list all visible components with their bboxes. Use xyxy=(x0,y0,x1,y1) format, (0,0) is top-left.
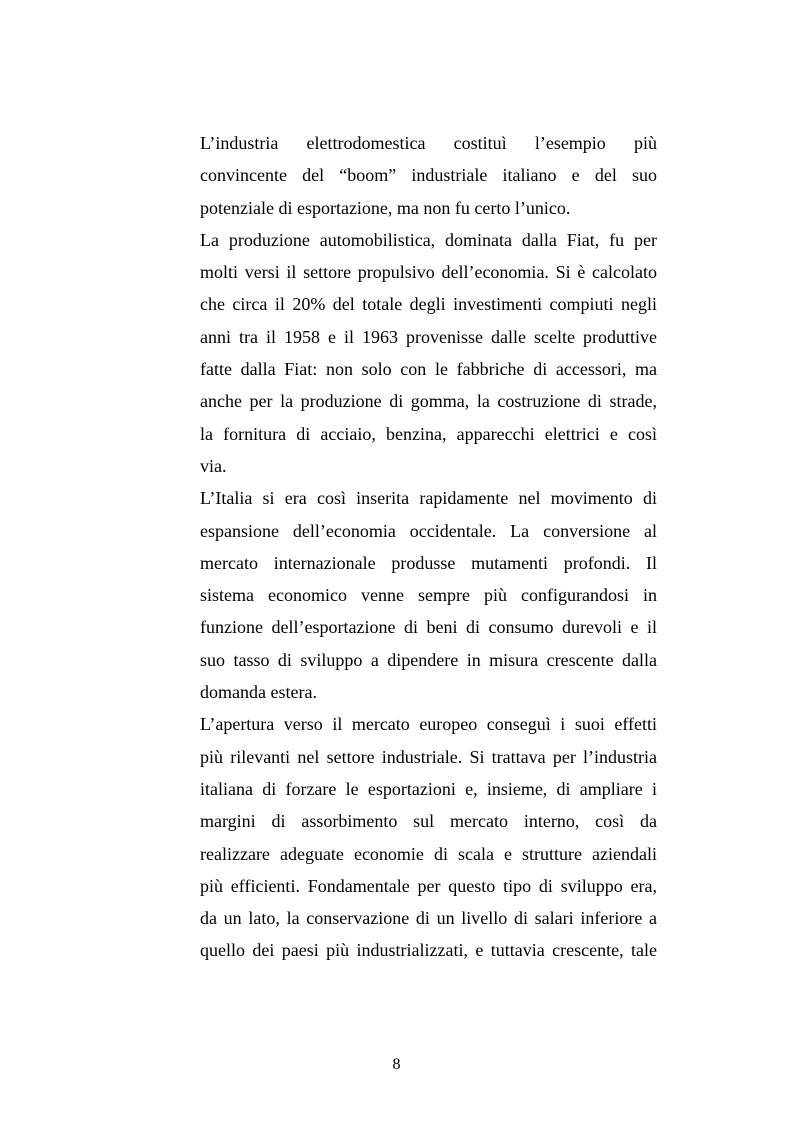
text-line: via. xyxy=(200,455,227,476)
page-number: 8 xyxy=(392,1056,401,1073)
text-line: la fornitura di acciaio, benzina, apparecchi elettrici e così xyxy=(200,423,657,444)
text-line: fatte dalla Fiat: non solo con le fabbriche di accessori, ma xyxy=(200,359,657,380)
paragraph xyxy=(200,708,657,966)
text-line: sistema economico venne sempre più configurandosi in xyxy=(200,585,657,606)
text-line: mercato internazionale produsse mutamenti profondi. Il xyxy=(200,552,657,573)
text-line: potenziale di esportazione, ma non fu certo l’unico. xyxy=(200,197,571,218)
text-line: realizzare adeguate economie di scala e strutture aziendali xyxy=(200,843,657,864)
text-line: espansione dell’economia occidentale. La conversione al xyxy=(200,520,657,541)
text-line: da un lato, la conservazione di un livello di salari inferiore a xyxy=(200,908,657,929)
text-line: che circa il 20% del totale degli investimenti compiuti negli xyxy=(200,294,657,315)
text-line: funzione dell’esportazione di beni di consumo durevoli e il xyxy=(200,617,657,638)
text-line: convincente del “boom” industriale italiano e del suo xyxy=(200,165,657,186)
text-line: L’industria elettrodomestica costituì l’esempio più xyxy=(200,133,657,153)
text-line: anni tra il 1958 e il 1963 provenisse dalle scelte produttive xyxy=(200,326,657,347)
text-line: L’Italia si era così inserita rapidamente nel movimento di xyxy=(200,488,657,509)
text-line: anche per la produzione di gomma, la costruzione di strade, xyxy=(200,391,657,412)
text-line: più efficienti. Fondamentale per questo tipo di sviluppo era, xyxy=(200,875,657,896)
text-line: L’apertura verso il mercato europeo conseguì i suoi effetti xyxy=(200,714,657,735)
paragraph xyxy=(200,127,657,224)
paragraph xyxy=(200,482,657,708)
text-line: molti versi il settore propulsivo dell’economia. Si è calcolato xyxy=(200,262,657,283)
text-line: La produzione automobilistica, dominata dalla Fiat, fu per xyxy=(200,229,657,250)
text-line: italiana di forzare le esportazioni e, insieme, di ampliare i xyxy=(200,778,657,799)
text-line: più rilevanti nel settore industriale. Si trattava per l’industria xyxy=(200,746,657,767)
text-line: margini di assorbimento sul mercato interno, così da xyxy=(200,811,657,832)
text-line: quello dei paesi più industrializzati, e tuttavia crescente, tale xyxy=(200,940,657,961)
paragraph xyxy=(200,224,657,482)
text-line: domanda estera. xyxy=(200,682,317,703)
document-body xyxy=(200,127,657,967)
text-line: suo tasso di sviluppo a dipendere in misura crescente dalla xyxy=(200,649,657,670)
